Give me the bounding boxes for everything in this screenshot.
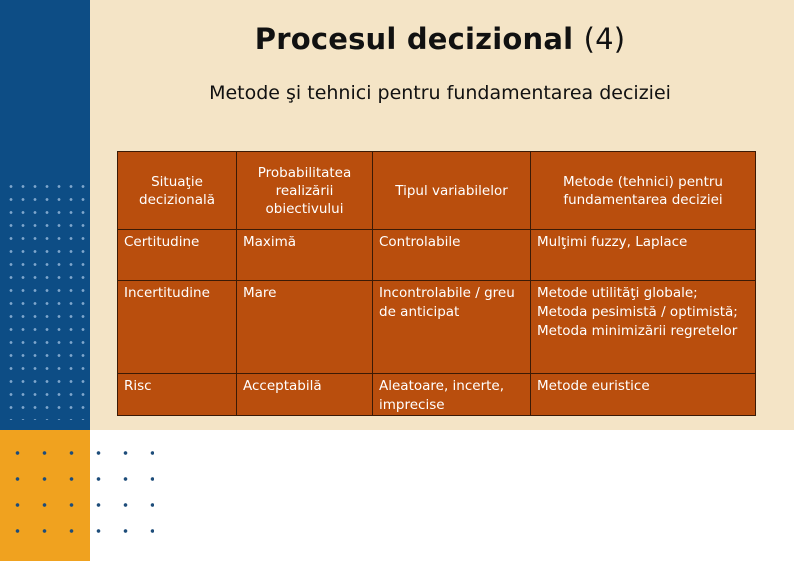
table-header-row (118, 152, 756, 230)
table-cell: Metode utilităţi globale; Metoda pesimistă / optimistă; Metoda minimizării regretelor (531, 281, 756, 374)
title-text: Procesul decizional (254, 22, 574, 56)
table-row (118, 374, 756, 416)
table-cell: Mulţimi fuzzy, Laplace (531, 230, 756, 281)
table-cell: Mare (237, 281, 373, 374)
header-cell: Probabilitatea realizării obiectivului (237, 152, 373, 230)
slide-subtitle: Metode şi tehnici pentru fundamentarea deciziei (209, 82, 671, 104)
title-number: (4) (583, 22, 626, 56)
table-cell: Acceptabilă (237, 374, 373, 416)
table-cell: Maximă (237, 230, 373, 281)
header-cell: Situaţie decizională (118, 152, 237, 230)
table-row (118, 230, 756, 281)
table-cell: Incertitudine (118, 281, 237, 374)
header-cell: Tipul variabilelor (373, 152, 531, 230)
table-cell: Metode euristice (531, 374, 756, 416)
decision-methods-table (117, 151, 756, 416)
header-cell: Metode (tehnici) pentru fundamentarea deciziei (531, 152, 756, 230)
slide-title (120, 22, 760, 56)
table-cell: Controlabile (373, 230, 531, 281)
dot-pattern-decoration-bottom (4, 440, 154, 555)
table-row (118, 281, 756, 374)
table-cell: Certitudine (118, 230, 237, 281)
dot-pattern-decoration (5, 180, 90, 420)
table-cell: Aleatoare, incerte, imprecise (373, 374, 531, 416)
table-cell: Incontrolabile / greu de anticipat (373, 281, 531, 374)
table-cell: Risc (118, 374, 237, 416)
